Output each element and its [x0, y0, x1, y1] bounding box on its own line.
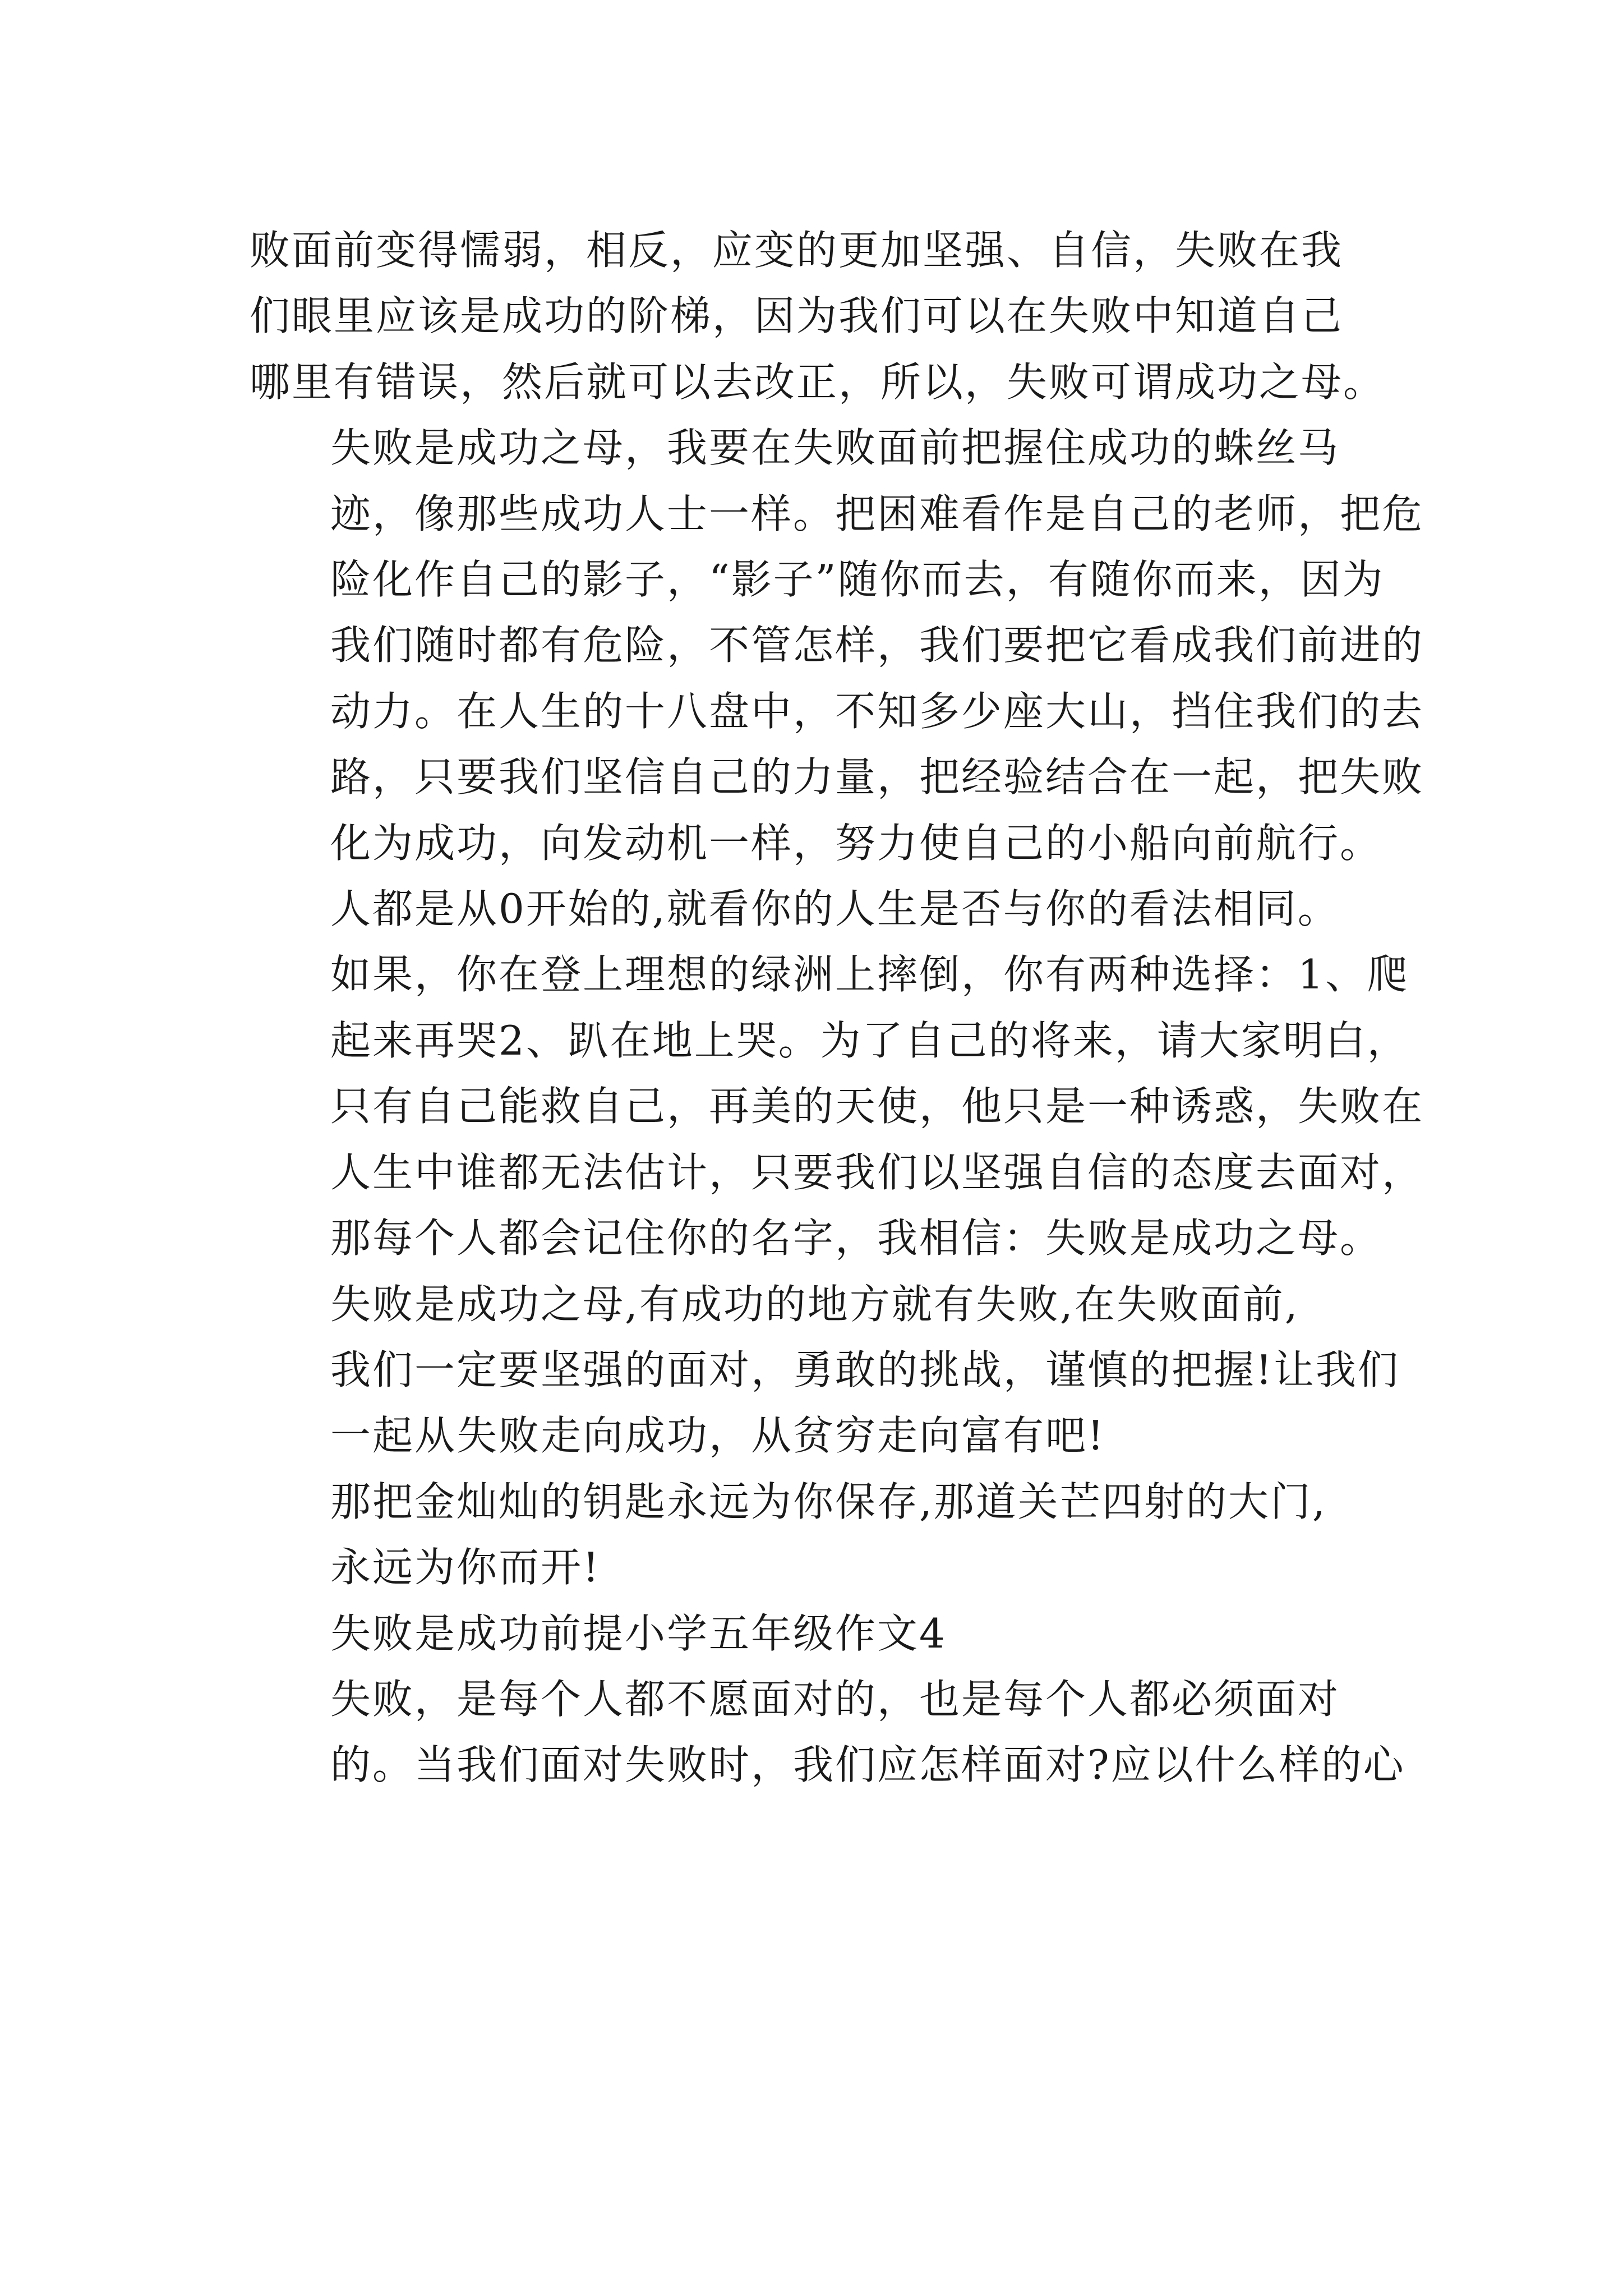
- section-heading: [250, 1601, 1388, 1667]
- text-line: 败面前变得懦弱，相反，应变的更加坚强、自信，失败在我: [250, 227, 1344, 274]
- text-line: 失败，是每个人都不愿面对的，也是每个人都必须面对: [330, 1675, 1340, 1723]
- text-line: 们眼里应该是成功的阶梯，因为我们可以在失败中知道自己: [250, 292, 1344, 340]
- text-line: 动力。在人生的十八盘中，不知多少座大山，挡住我们的去: [330, 687, 1424, 735]
- text-line: 失败是成功之母,有成功的地方就有失败,在失败面前,: [330, 1280, 1299, 1328]
- text-line: 一起从失败走向成功，从贫穷走向富有吧!: [330, 1412, 1105, 1460]
- paragraph: [250, 1469, 1388, 1601]
- text-line: 险化作自己的影子，“影子”随你而去，有随你而来，因为: [330, 556, 1385, 604]
- text-line: 人生中谁都无法估计，只要我们以坚强自信的态度去面对，: [330, 1148, 1424, 1196]
- text-line: 失败是成功之母，我要在失败面前把握住成功的蛛丝马: [330, 424, 1340, 472]
- text-line: 迹，像那些成功人士一样。把困难看作是自己的老师，把危: [330, 490, 1424, 537]
- text-line: 我们一定要坚强的面对，勇敢的挑战，谨慎的把握!让我们: [330, 1346, 1400, 1393]
- paragraph: [250, 218, 1388, 415]
- text-line: 哪里有错误，然后就可以去改正，所以，失败可谓成功之母。: [250, 358, 1386, 406]
- text-line: 永远为你而开!: [330, 1544, 601, 1591]
- text-line: 化为成功，向发动机一样，努力使自己的小船向前航行。: [330, 819, 1382, 867]
- text-line: 我们随时都有危险，不管怎样，我们要把它看成我们前进的: [330, 622, 1424, 669]
- text-line: 那把金灿灿的钥匙永远为你保存,那道关芒四射的大门,: [330, 1478, 1327, 1525]
- text-line: 路，只要我们坚信自己的力量，把经验结合在一起，把失败: [330, 753, 1424, 801]
- paragraph: [250, 876, 1424, 1271]
- document-body: [250, 218, 1424, 1798]
- text-line: 人都是从0开始的,就看你的人生是否与你的看法相同。: [330, 885, 1340, 933]
- text-line: 的。当我们面对失败时，我们应怎样面对?应以什么样的心: [330, 1741, 1405, 1789]
- text-line: 起来再哭2、趴在地上哭。为了自己的将来，请大家明白，: [330, 1016, 1409, 1064]
- paragraph: [250, 1272, 1400, 1469]
- paragraph: [250, 415, 1424, 876]
- text-line: 失败是成功前提小学五年级作文4: [330, 1609, 947, 1657]
- text-line: 那每个人都会记住你的名字，我相信：失败是成功之母。: [330, 1214, 1382, 1262]
- paragraph: [250, 1667, 1405, 1798]
- text-line: 如果，你在登上理想的绿洲上摔倒，你有两种选择：1、爬: [330, 951, 1409, 999]
- text-line: 只有自己能救自己，再美的天使，他只是一种诱惑，失败在: [330, 1083, 1424, 1130]
